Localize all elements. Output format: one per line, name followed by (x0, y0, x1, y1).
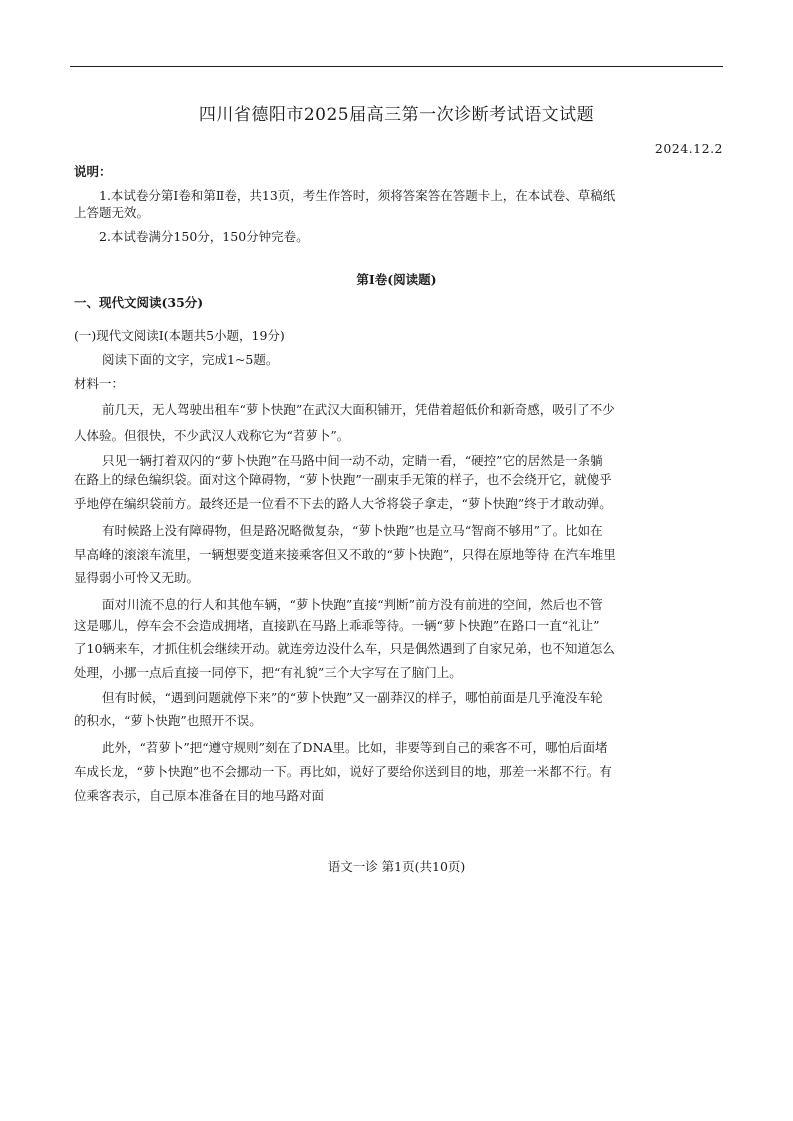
body-line: 处理，小挪一点后直接一同停下，把“有礼貌”三个大字写在了脑门上。 (74, 665, 462, 680)
body-line: 在路上的绿色编织袋。面对这个障碍物，“萝卜快跑”一副束手无策的样子，也不会绕开它，就傻乎 (74, 472, 612, 487)
body-line: 这是哪儿，停车会不会造成拥堵，直接趴在马路上乖乖等待。一辆“萝卜快跑”在路口一直“礼让” (74, 618, 600, 633)
body-line: 有时候路上没有障碍物，但是路况略微复杂，“萝卜快跑”也是立马“智商不够用”了。比如在 (102, 523, 603, 538)
material-label: 材料一： (74, 376, 125, 391)
instructions-heading: 说明： (74, 164, 112, 179)
body-line: 了10辆来车，才抓住机会继续开动。就连旁边没什么车，只是偶然遇到了自家兄弟，也不知道怎么 (74, 641, 615, 656)
body-line: 但有时候，“遇到问题就停下来”的“萝卜快跑”又一副莽汉的样子，哪怕前面是几乎淹没车轮 (102, 690, 603, 705)
instruction-item-2: 2.本试卷满分150分，150分钟完卷。 (99, 229, 309, 244)
page-footer: 语文一诊 第1页(共10页) (327, 859, 466, 874)
body-line: 面对川流不息的行人和其他车辆，“萝卜快跑”直接“判断”前方没有前进的空间，然后也不管 (102, 597, 603, 612)
part-heading: 第Ⅰ卷(阅读题) (356, 272, 437, 287)
body-line: 此外，“苕萝卜”把“遵守规则”刻在了DNA里。比如，非要等到自己的乘客不可，哪怕后面堵 (102, 740, 608, 755)
body-line: 乎地停在编织袋前方。最终还是一位看不下去的路人大爷将袋子拿走，“萝卜快跑”终于才敢动弹。 (74, 496, 612, 511)
exam-date: 2024.12.2 (654, 141, 723, 156)
body-line: 车成长龙，“萝卜快跑”也不会挪动一下。再比如，说好了要给你送到目的地，那差一米都不行。有 (74, 764, 612, 779)
top-rule (70, 66, 723, 67)
body-line: 只见一辆打着双闪的“萝卜快跑”在马路中间一动不动，定睛一看，“硬控”它的居然是一条躺 (102, 453, 603, 468)
section-heading: 一、现代文阅读(35分) (74, 295, 204, 310)
page-title: 四川省德阳市2025届高三第一次诊断考试语文试题 (198, 105, 595, 125)
instruction-item-1-line-2: 上答题无效。 (74, 205, 150, 220)
instruction-item-1-line-1: 1.本试卷分第Ⅰ卷和第Ⅱ卷，共13页，考生作答时，须将答案答在答题卡上，在本试卷、草稿纸 (99, 188, 616, 203)
body-line: 早高峰的滚滚车流里，一辆想要变道来接乘客但又不敢的“萝卜快跑”，只得在原地等待 在汽车堆里 (74, 547, 616, 562)
subsection-heading: (一)现代文阅读Ⅰ(本题共5小题，19分) (74, 328, 285, 343)
reading-directive: 阅读下面的文字，完成1~5题。 (102, 352, 279, 367)
body-line: 人体验。但很快，不少武汉人戏称它为“苕萝卜”。 (74, 428, 350, 443)
body-line: 前几天，无人驾驶出租车“萝卜快跑”在武汉大面积铺开，凭借着超低价和新奇感，吸引了不少 (102, 402, 615, 417)
body-line: 的积水，“萝卜快跑”也照开不误。 (74, 713, 262, 728)
body-line: 位乘客表示，自己原本准备在目的地马路对面 (74, 788, 325, 803)
body-line: 显得弱小可怜又无助。 (74, 570, 200, 585)
